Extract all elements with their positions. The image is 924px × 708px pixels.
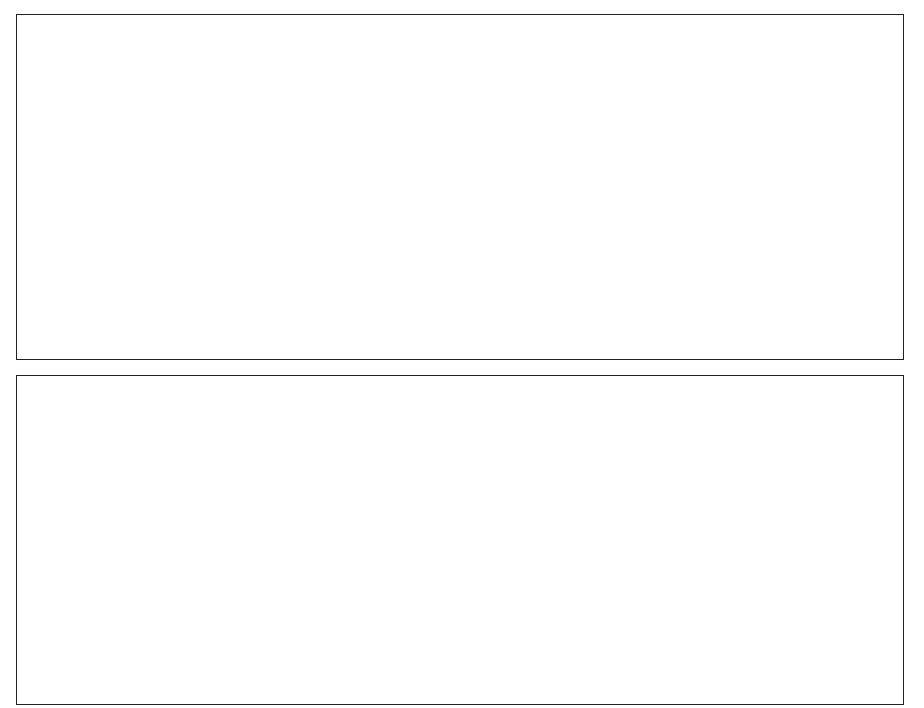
top-panel — [16, 14, 904, 360]
bottom-panel — [16, 375, 904, 705]
